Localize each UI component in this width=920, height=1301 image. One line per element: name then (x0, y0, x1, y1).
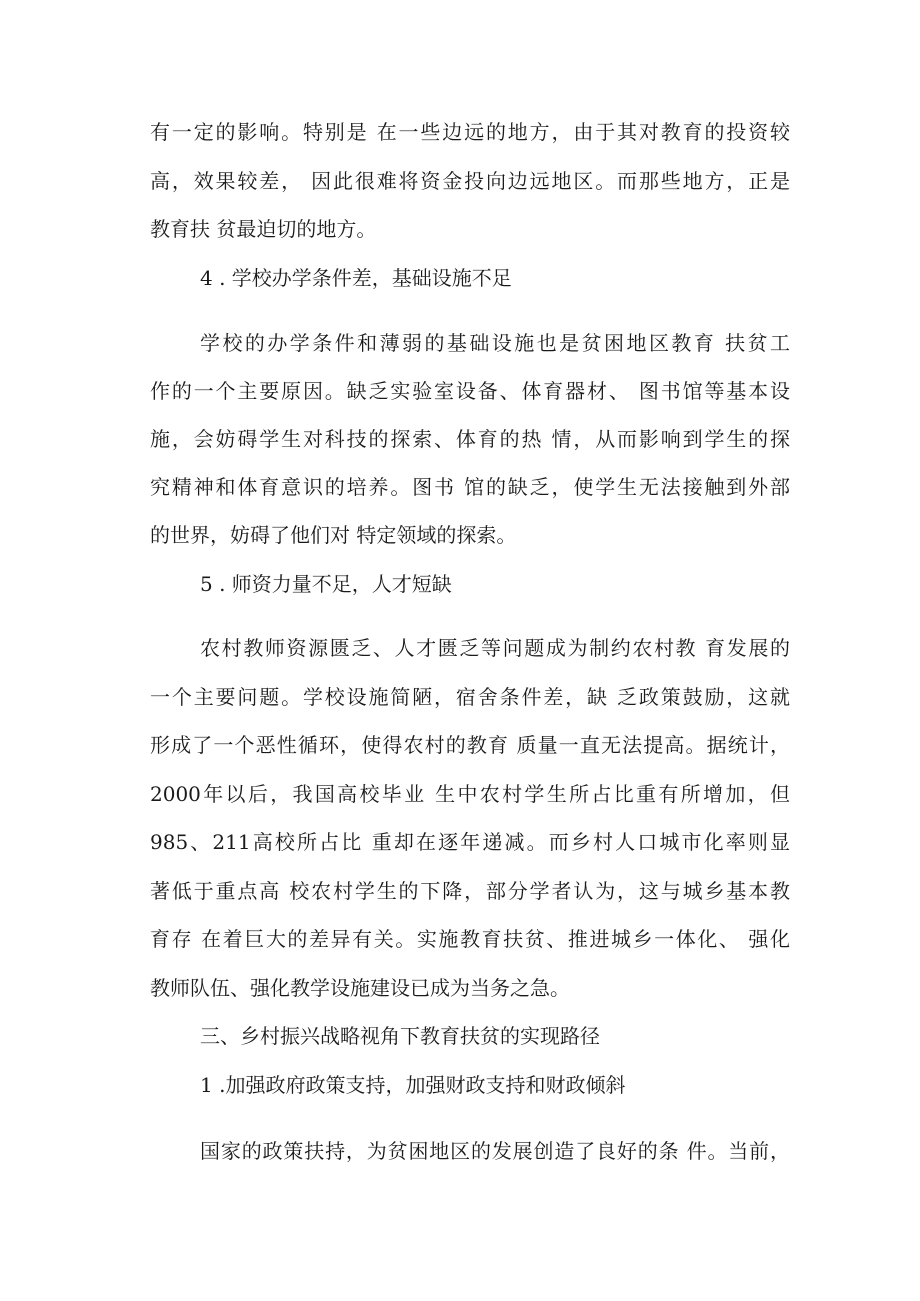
paragraph-line: 985、211高校所占比 重却在逐年递减。而乡村人口城市化率则显 (150, 830, 790, 854)
subsection-heading: 1 .加强政府政策支持，加强财政支持和财政倾斜 (200, 1073, 626, 1097)
paragraph-line: 究精神和体育意识的培养。图书 馆的缺乏，使学生无法接触到外部 (150, 475, 790, 499)
paragraph-line: 作的一个主要原因。缺乏实验室设备、体育器材、 图书馆等基本设 (150, 379, 790, 403)
paragraph-line: 育存 在着巨大的差异有关。实施教育扶贫、推进城乡一体化、 强化 (150, 927, 790, 951)
paragraph-line: 形成了一个恶性循环，使得农村的教育 质量一直无法提高。据统计， (150, 733, 790, 757)
paragraph-line: 农村教师资源匮乏、人才匮乏等问题成为制约农村教 育发展的 (200, 636, 790, 660)
section-heading: 4 . 学校办学条件差，基础设施不足 (200, 266, 512, 290)
paragraph-line: 的世界，妨碍了他们对 特定领域的探索。 (150, 523, 517, 547)
paragraph-line: 施，会妨碍学生对科技的探索、体育的热 情，从而影响到学生的探 (150, 427, 790, 451)
paragraph-line: 一个主要问题。学校设施简陋，宿舍条件差，缺 乏政策鼓励，这就 (150, 685, 790, 709)
paragraph-line: 学校的办学条件和薄弱的基础设施也是贫困地区教育 扶贫工 (200, 331, 790, 355)
paragraph-line: 教育扶 贫最迫切的地方。 (150, 217, 377, 241)
paragraph-line: 2000年以后，我国高校毕业 生中农村学生所占比重有所增加，但 (150, 782, 790, 806)
paragraph-line: 国家的政策扶持，为贫困地区的发展创造了良好的条 件。当前， (200, 1139, 790, 1163)
paragraph-line: 高，效果较差， 因此很难将资金投向边远地区。而那些地方，正是 (150, 169, 790, 193)
paragraph-line: 教师队伍、强化教学设施建设已成为当务之急。 (150, 976, 570, 1000)
section-heading: 三、乡村振兴战略视角下教育扶贫的实现路径 (200, 1024, 600, 1048)
paragraph-line: 有一定的影响。特别是 在一些边远的地方，由于其对教育的投资较 (150, 120, 790, 144)
section-heading: 5 . 师资力量不足，人才短缺 (200, 572, 452, 596)
paragraph-line: 著低于重点高 校农村学生的下降，部分学者认为，这与城乡基本教 (150, 879, 790, 903)
